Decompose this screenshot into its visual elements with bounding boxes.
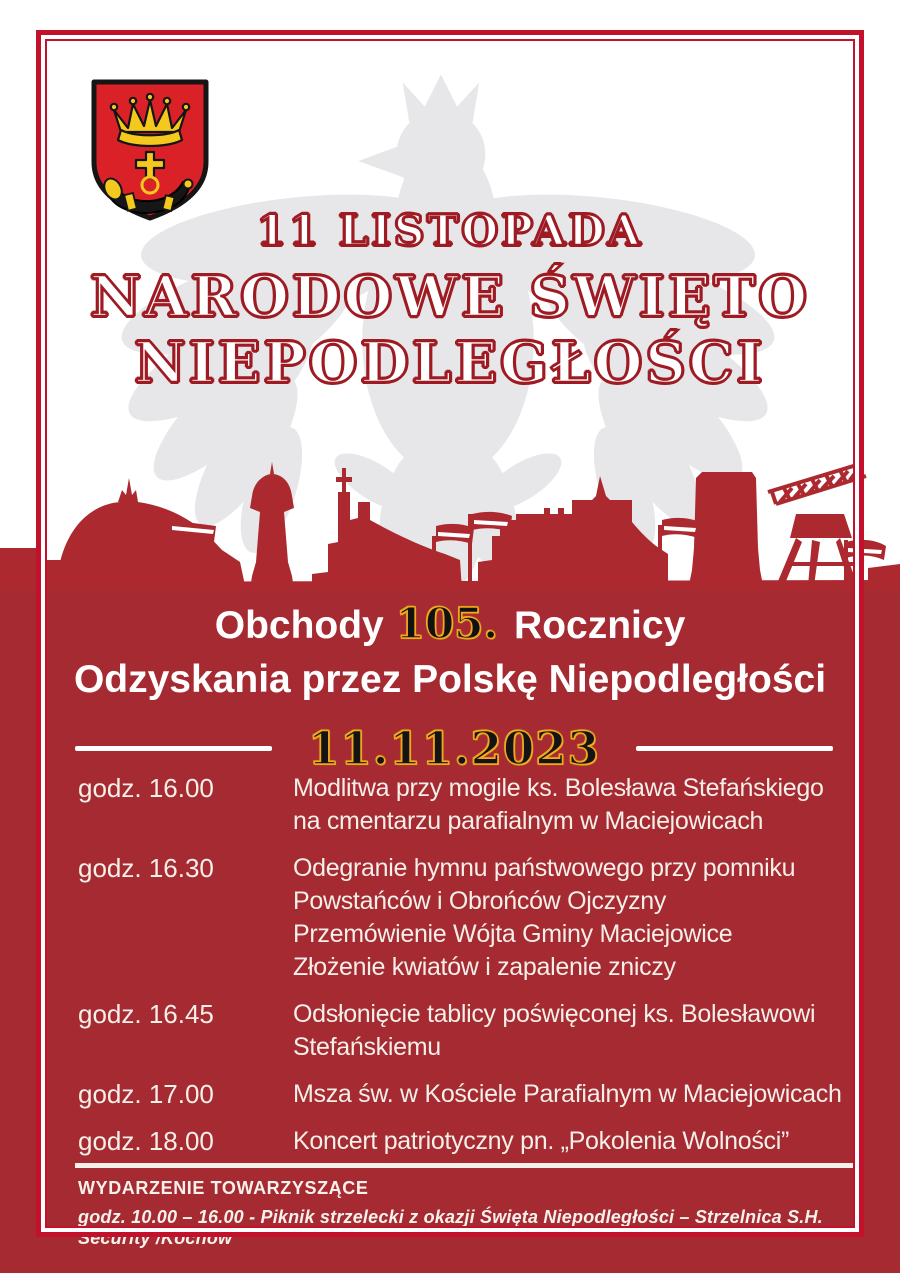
schedule-line: Msza św. w Kościele Parafialnym w Maciejowicach — [293, 1080, 842, 1108]
schedule-row — [78, 852, 862, 984]
footer-event-line: godz. 10.00 – 16.00 - Piknik strzelecki z okazji Święta Niepodległości – Strzelnica S.H. Security /Kochów — [78, 1207, 823, 1248]
poster-title-line1: NARODOWE ŚWIĘTO — [89, 264, 811, 330]
headline-line1 — [0, 599, 900, 648]
headline-word2: Rocznicy — [514, 604, 686, 647]
schedule-line: Koncert patriotyczny pn. „Pokolenia Wolności” — [293, 1127, 789, 1155]
headline-word1: Obchody — [214, 604, 384, 647]
schedule-line: Modlitwa przy mogile ks. Bolesława Stefańskiego — [293, 774, 824, 802]
footer — [78, 1178, 860, 1249]
schedule-time: godz. 16.00 — [78, 773, 214, 803]
schedule-line: Stefańskiemu — [293, 1033, 441, 1061]
town-skyline-silhouette-icon — [0, 450, 900, 590]
schedule-line: Odsłonięcie tablicy poświęconej ks. Bolesławowi — [293, 1000, 816, 1028]
schedule-row — [78, 1125, 862, 1158]
schedule-line: Złożenie kwiatów i zapalenie zniczy — [293, 953, 676, 981]
headline-line2: Odzyskania przez Polskę Niepodległości — [73, 658, 827, 701]
schedule-row — [78, 772, 862, 838]
coat-of-arms-icon — [88, 76, 212, 224]
date-heading: 11 LISTOPADA — [256, 206, 644, 255]
schedule-line: Powstańców i Obrońców Ojczyzny — [293, 887, 667, 915]
schedule-time: godz. 18.00 — [78, 1126, 214, 1156]
schedule-line: Odegranie hymnu państwowego przy pomniku — [293, 854, 796, 882]
footer-divider — [75, 1163, 860, 1168]
anniversary-number: 105. — [395, 599, 499, 648]
footer-heading: WYDARZENIE TOWARZYSZĄCE — [78, 1178, 369, 1198]
schedule-row — [78, 998, 862, 1064]
schedule — [78, 772, 862, 1172]
schedule-time: godz. 17.00 — [78, 1079, 214, 1109]
schedule-time: godz. 16.45 — [78, 999, 214, 1029]
date-row — [75, 718, 833, 778]
schedule-line: Przemówienie Wójta Gminy Maciejowice — [293, 920, 733, 948]
schedule-row — [78, 1078, 862, 1111]
schedule-time: godz. 16.30 — [78, 853, 214, 883]
date-divider-left — [75, 746, 272, 751]
event-date: 11.11.2023 — [308, 721, 600, 775]
poster-title-line2: NIEPODLEGŁOŚCI — [134, 330, 766, 396]
date-divider-right — [636, 746, 833, 751]
schedule-line: na cmentarzu parafialnym w Maciejowicach — [293, 807, 764, 835]
